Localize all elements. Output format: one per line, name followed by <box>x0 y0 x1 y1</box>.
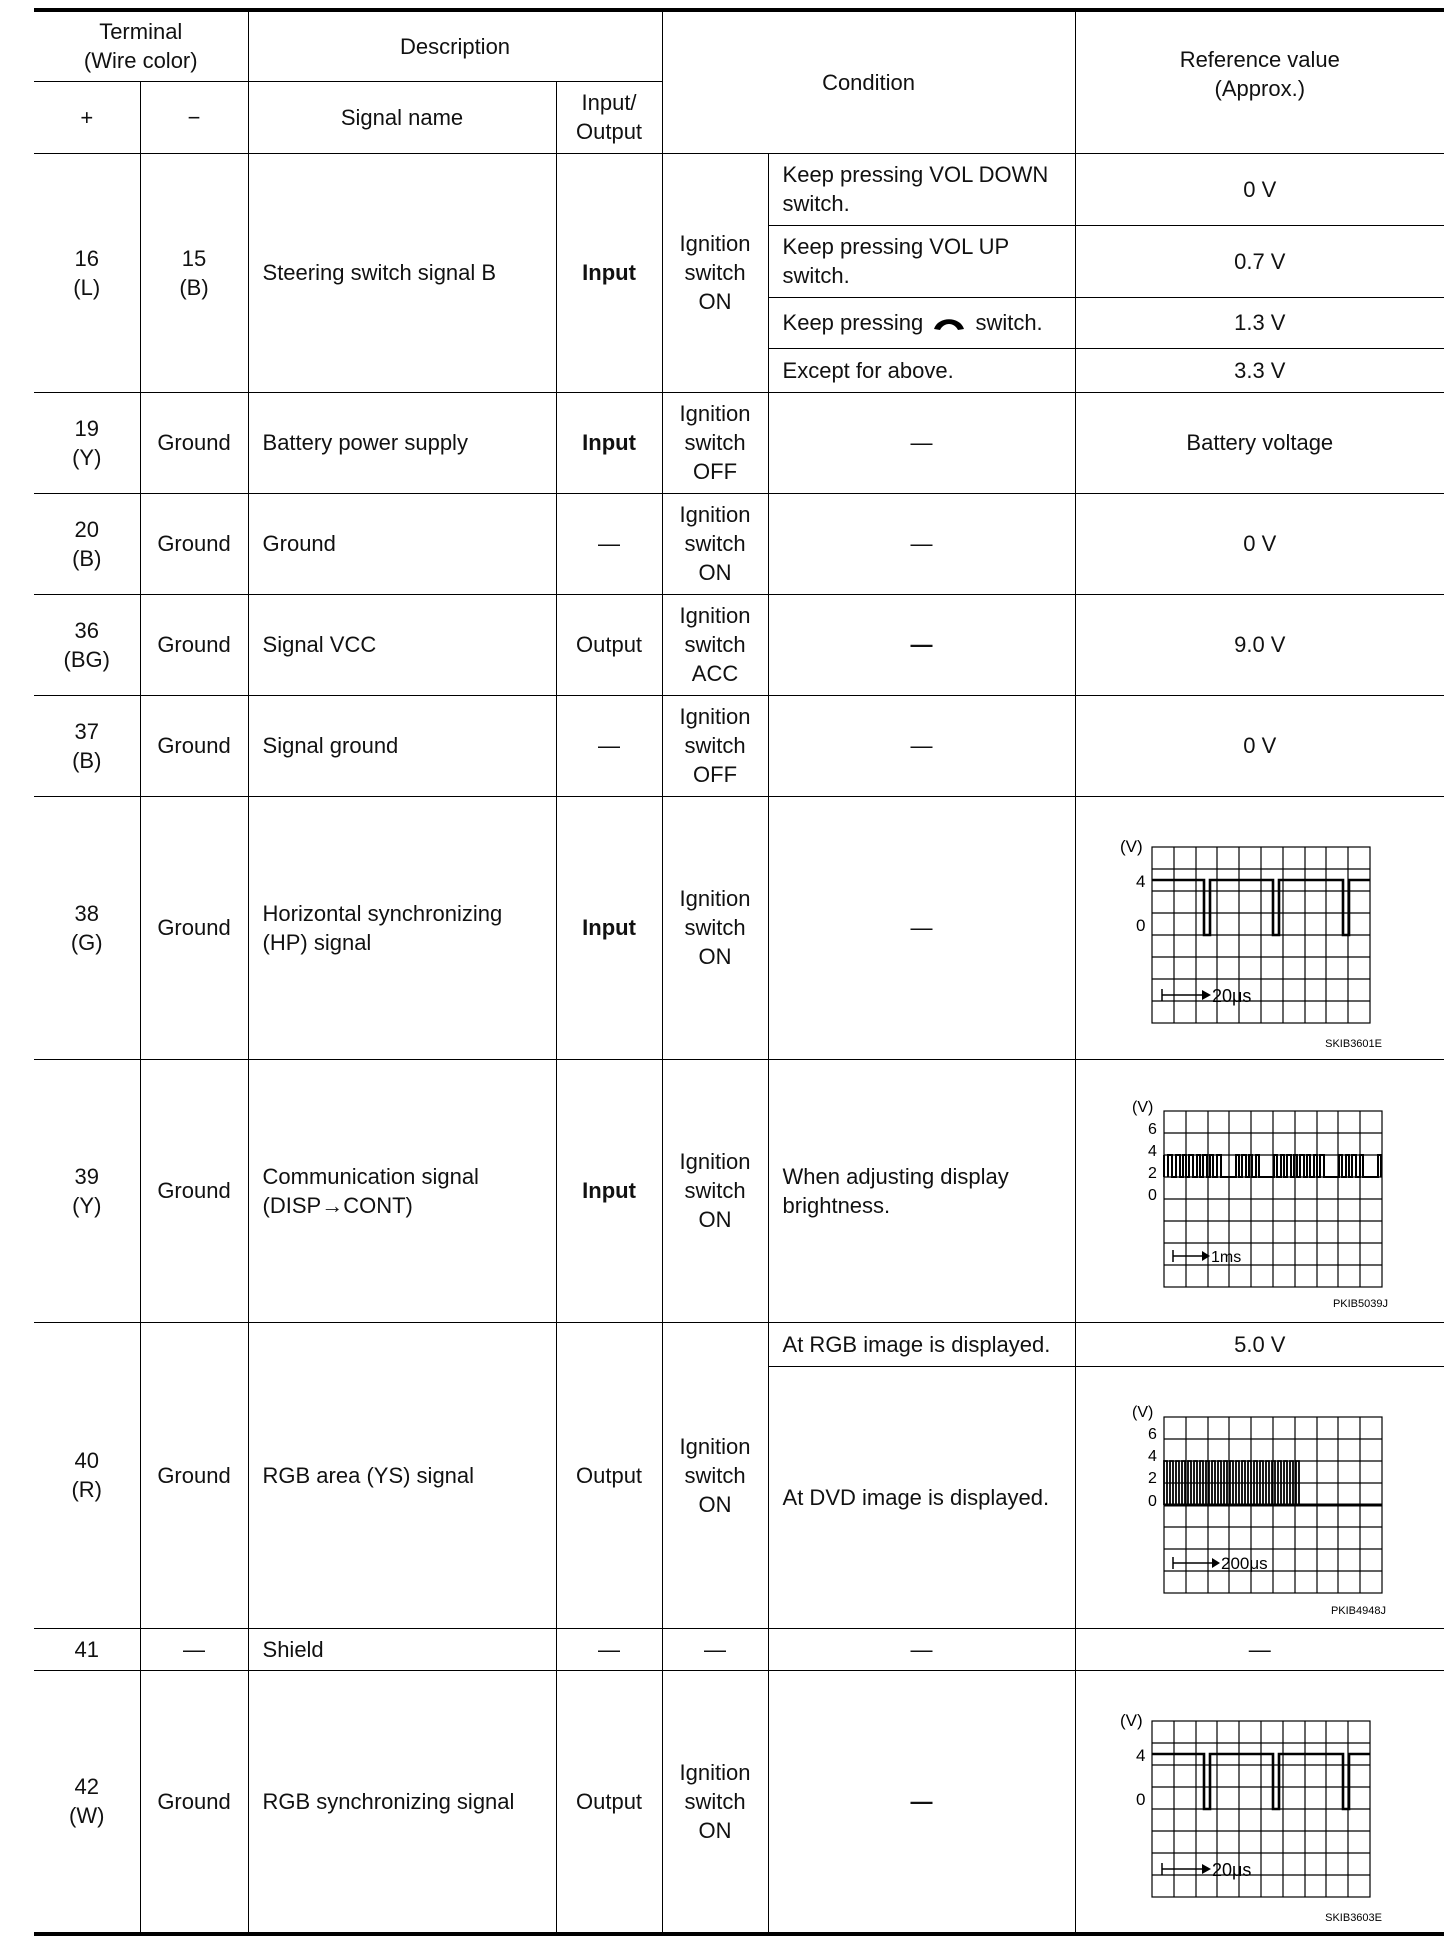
signal-name: Shield <box>248 1628 556 1670</box>
waveform-cell <box>1075 1059 1444 1322</box>
input-output: Output <box>556 594 662 695</box>
terminal-minus: Ground <box>140 796 248 1059</box>
waveform-communication-signal <box>1076 1060 1445 1322</box>
header-signal-name: Signal name <box>248 81 556 153</box>
condition-detail: At RGB image is displayed. <box>768 1322 1075 1366</box>
terminal-plus: 38 (G) <box>34 796 140 1059</box>
wave-tick-label: 2 <box>1147 1469 1157 1487</box>
waveform-rgb-area-signal <box>1076 1367 1445 1628</box>
reference-value: 0.7 V <box>1075 225 1444 297</box>
terminal-minus: Ground <box>140 695 248 796</box>
waveform-grid <box>1164 1111 1382 1287</box>
waveform-cell <box>1075 1670 1444 1934</box>
terminal-plus: 41 <box>34 1628 140 1670</box>
condition-detail <box>768 297 1075 348</box>
terminal-reference-table <box>34 8 1444 1936</box>
waveform-cell <box>1075 1366 1444 1628</box>
waveform-rgb-sync-signal <box>1076 1671 1445 1932</box>
header-condition: Condition <box>662 10 1075 153</box>
reference-value: 0 V <box>1075 493 1444 594</box>
table-row <box>34 153 1444 225</box>
reference-value: 1.3 V <box>1075 297 1444 348</box>
terminal-plus: 39 (Y) <box>34 1059 140 1322</box>
terminal-plus: 42 (W) <box>34 1670 140 1934</box>
input-output: — <box>556 695 662 796</box>
waveform-cell <box>1075 796 1444 1059</box>
wave-tick-label: 0 <box>1135 915 1146 935</box>
wave-unit-label: (V) <box>1131 1098 1153 1116</box>
terminal-plus: 16 (L) <box>34 153 140 392</box>
waveform-grid <box>1152 1721 1370 1897</box>
time-division-label: 200μs <box>1220 1553 1268 1573</box>
reference-value: Battery voltage <box>1075 392 1444 493</box>
header-terminal: Terminal (Wire color) <box>34 10 248 81</box>
header-plus: + <box>34 81 140 153</box>
time-division-label: 1ms <box>1210 1248 1241 1266</box>
ignition-condition: Ignition switch OFF <box>662 392 768 493</box>
reference-value: 9.0 V <box>1075 594 1444 695</box>
terminal-plus: 19 (Y) <box>34 392 140 493</box>
reference-value: — <box>1075 1628 1444 1670</box>
signal-name: Signal ground <box>248 695 556 796</box>
header-description: Description <box>248 10 662 81</box>
reference-value: 0 V <box>1075 695 1444 796</box>
table-row <box>34 594 1444 695</box>
input-output: Input <box>556 392 662 493</box>
wave-tick-label: 0 <box>1147 1186 1157 1204</box>
table-row <box>34 493 1444 594</box>
figure-code: SKIB3601E <box>1324 1037 1382 1050</box>
terminal-plus: 37 (B) <box>34 695 140 796</box>
signal-name: Battery power supply <box>248 392 556 493</box>
wave-tick-label: 6 <box>1147 1120 1157 1138</box>
terminal-plus: 40 (R) <box>34 1322 140 1628</box>
input-output: Output <box>556 1322 662 1628</box>
header-minus: − <box>140 81 248 153</box>
ignition-condition: Ignition switch ON <box>662 1670 768 1934</box>
header-input-output: Input/ Output <box>556 81 662 153</box>
wave-unit-label: (V) <box>1119 1710 1143 1730</box>
terminal-plus: 36 (BG) <box>34 594 140 695</box>
condition-detail: — <box>768 1670 1075 1934</box>
table-row <box>34 796 1444 1059</box>
ignition-condition: Ignition switch OFF <box>662 695 768 796</box>
signal-name: Ground <box>248 493 556 594</box>
table-row <box>34 695 1444 796</box>
signal-name: Steering switch signal B <box>248 153 556 392</box>
terminal-minus: 15 (B) <box>140 153 248 392</box>
input-output: Input <box>556 1059 662 1322</box>
table-row <box>34 1628 1444 1670</box>
condition-detail: — <box>768 392 1075 493</box>
condition-detail: — <box>768 796 1075 1059</box>
wave-tick-label: 4 <box>1147 1142 1157 1160</box>
wave-tick-label: 6 <box>1147 1425 1157 1443</box>
time-division-arrow <box>1173 1250 1202 1262</box>
input-output: Input <box>556 796 662 1059</box>
ignition-condition: Ignition switch ON <box>662 1059 768 1322</box>
wave-tick-label: 0 <box>1135 1789 1146 1809</box>
input-output: Output <box>556 1670 662 1934</box>
signal-name: Communication signal (DISP→CONT) <box>248 1059 556 1322</box>
reference-value: 5.0 V <box>1075 1322 1444 1366</box>
terminal-minus: Ground <box>140 594 248 695</box>
condition-detail: — <box>768 493 1075 594</box>
terminal-plus: 20 (B) <box>34 493 140 594</box>
wave-tick-label: 4 <box>1147 1447 1157 1465</box>
header-reference <box>1075 10 1444 153</box>
condition-detail: At DVD image is displayed. <box>768 1366 1075 1628</box>
wave-tick-label: 0 <box>1147 1492 1157 1510</box>
wave-tick-label: 2 <box>1147 1164 1157 1182</box>
handset-arc-icon <box>932 316 966 332</box>
ignition-condition: Ignition switch ON <box>662 153 768 392</box>
wave-tick-label: 4 <box>1135 1745 1146 1765</box>
condition-detail: Keep pressing VOL UP switch. <box>768 225 1075 297</box>
header-reference-text: Reference value (Approx.) <box>1179 47 1340 102</box>
input-output: — <box>556 493 662 594</box>
terminal-minus: Ground <box>140 493 248 594</box>
input-output: Input <box>556 153 662 392</box>
signal-name: Horizontal synchronizing (HP) signal <box>248 796 556 1059</box>
table-row <box>34 1322 1444 1366</box>
condition-detail: Keep pressing VOL DOWN switch. <box>768 153 1075 225</box>
ignition-condition: Ignition switch ACC <box>662 594 768 695</box>
table-row <box>34 1059 1444 1322</box>
input-output: — <box>556 1628 662 1670</box>
condition-detail-post: switch. <box>975 310 1043 335</box>
waveform-grid <box>1152 847 1370 1023</box>
signal-name: RGB synchronizing signal <box>248 1670 556 1934</box>
terminal-minus: Ground <box>140 1322 248 1628</box>
terminal-minus: Ground <box>140 1059 248 1322</box>
condition-detail: — <box>768 695 1075 796</box>
ignition-condition: — <box>662 1628 768 1670</box>
waveform-hp-signal <box>1076 797 1445 1059</box>
signal-name: Signal VCC <box>248 594 556 695</box>
figure-code: PKIB5039J <box>1332 1297 1388 1310</box>
terminal-minus: Ground <box>140 1670 248 1934</box>
condition-detail: Except for above. <box>768 348 1075 392</box>
reference-value: 0 V <box>1075 153 1444 225</box>
ignition-condition: Ignition switch ON <box>662 493 768 594</box>
terminal-minus: Ground <box>140 392 248 493</box>
time-division-label: 20μs <box>1211 985 1251 1006</box>
ignition-condition: Ignition switch ON <box>662 1322 768 1628</box>
wave-unit-label: (V) <box>1131 1403 1153 1421</box>
reference-value: 3.3 V <box>1075 348 1444 392</box>
condition-detail: — <box>768 1628 1075 1670</box>
wave-tick-label: 4 <box>1135 871 1146 891</box>
time-division-arrow <box>1173 1557 1212 1569</box>
condition-detail-pre: Keep pressing <box>782 310 924 335</box>
table-row <box>34 1670 1444 1934</box>
table-row <box>34 392 1444 493</box>
figure-code: SKIB3603E <box>1324 1911 1382 1924</box>
signal-name: RGB area (YS) signal <box>248 1322 556 1628</box>
figure-code: PKIB4948J <box>1330 1604 1386 1617</box>
condition-detail: When adjusting display brightness. <box>768 1059 1075 1322</box>
time-division-label: 20μs <box>1211 1859 1251 1880</box>
terminal-minus: — <box>140 1628 248 1670</box>
condition-detail: — <box>768 594 1075 695</box>
ignition-condition: Ignition switch ON <box>662 796 768 1059</box>
wave-unit-label: (V) <box>1119 836 1143 856</box>
